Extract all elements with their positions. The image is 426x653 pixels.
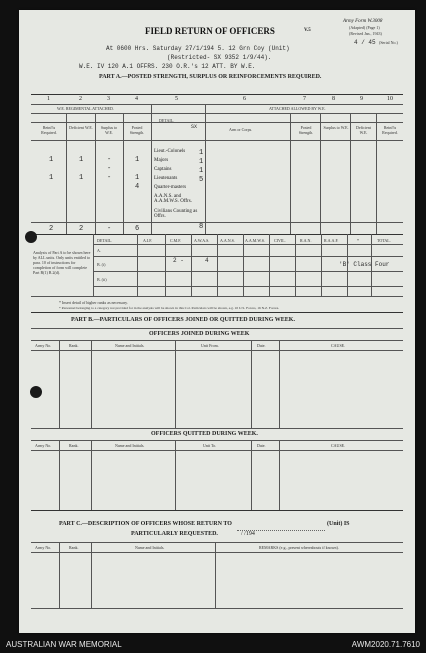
punch-hole-top (25, 231, 37, 243)
analysis-h-cmf: C.M.F. (170, 238, 182, 243)
analysis-row-bii: B. (ii) (97, 277, 107, 282)
att-group-label: ATTACHED ALLOWED BY W.E. (269, 106, 326, 111)
rank-civilians: Civilians Counting as Offrs. (154, 209, 198, 219)
joined-h-unit: Unit From. (201, 343, 219, 348)
part-c-title: PART C.—DESCRIPTION OF OFFICERS WHOSE RETURN TO (59, 521, 232, 527)
analysis-h-ran: R.A.N. (300, 238, 312, 243)
we-lieutenants: 5 (199, 176, 204, 184)
joined-title: OFFICERS JOINED DURING WEEK (149, 331, 250, 337)
part-c-unit-is: (Unit) IS (327, 521, 350, 527)
footer-institution: AUSTRALIAN WAR MEMORIAL (6, 640, 122, 649)
analysis-row-bi: B. (i) (97, 262, 106, 267)
quitted-h-cause: CAUSE. (331, 443, 346, 448)
rank-majors: Majors (154, 158, 169, 163)
col-num-3: 3 (107, 96, 110, 102)
form-sheet (19, 10, 415, 633)
col-num-2: 2 (79, 96, 82, 102)
header-reinf-right: Reinf'ts Required. (382, 125, 398, 135)
analysis-h-civil: CIVIL. (274, 238, 286, 243)
footer-accession: AWM2020.71.7610 (351, 640, 420, 649)
joined-h-date: Date. (257, 343, 266, 348)
army-form-number: Army Form W.3008 (343, 19, 383, 24)
header-arm-corps: Arm or Corps. (229, 127, 253, 132)
joined-h-cause: CAUSE. (331, 343, 346, 348)
analysis-h-aamws: A.A.M.W.S. (245, 238, 265, 243)
partc-h-rank: Rank. (69, 545, 79, 550)
posted-lt-col: 1 (135, 156, 140, 164)
footnote-1: * Insert detail of higher ranks as necessary. (59, 300, 128, 305)
partc-h-army-no: Army No. (35, 545, 52, 550)
we-line: W.E. IV 120 A.1 OFFRS. 230 O.R.'s 12 ATT. BY W.E. (79, 63, 256, 70)
quitted-h-name: Name and Initials. (115, 443, 145, 448)
partc-h-remarks: REMARKS (e.g., present whereabouts if known). (259, 545, 339, 550)
analysis-awas-mark: 4 (205, 257, 209, 264)
rank-aans: A.A.N.S. and A.A.M.W.S. Offrs. (154, 194, 192, 204)
part-b-title: PART B.—PARTICULARS OF OFFICERS JOINED OR QUITTED DURING WEEK. (71, 317, 295, 323)
col-num-6: 6 (243, 96, 246, 102)
quitted-h-unit: Unit To. (203, 443, 217, 448)
surplus-lt-col: - (107, 156, 112, 164)
deficient-captains: 1 (79, 174, 84, 182)
analysis-class-note: 'B' Class Four (339, 261, 390, 268)
analysis-row-a: A. (97, 248, 101, 253)
footnote-2: * Personnel belonging to a category not provided for in the analysis will be shown in this Col. Particulars will be shown, e.g. 10 U.S. Forces, 16 N.Z. Forces. (59, 306, 280, 310)
rank-lt-col: Lieut.-Colonels (154, 149, 186, 154)
part-c-date-blank: / /194 (241, 531, 255, 537)
header-posted-right: Posted Strength. (298, 125, 314, 135)
analysis-h-star: * (357, 238, 359, 243)
revised-note: (Revised Jan., 1943) (349, 31, 382, 36)
restricted-line: (Restricted- SX 9352 1/9/44). (167, 54, 272, 61)
surplus-captains: - (107, 174, 112, 182)
deficient-lt-col: 1 (79, 156, 84, 164)
rank-captains: Captains (154, 167, 172, 172)
rank-lieutenants: Lieutenants (154, 176, 178, 181)
at-hours-line: At 0600 Hrs. Saturday 27/1/194 5. 12 Grn Coy (Unit) (106, 45, 290, 52)
rank-quartermasters: Quarter-masters (154, 185, 187, 190)
part-c-requested: PARTICULARLY REQUESTED. (131, 531, 218, 537)
col-num-8: 8 (332, 96, 335, 102)
col-num-5: 5 (175, 96, 178, 102)
header-deficient-left: Deficient W.E. (69, 125, 93, 130)
col-num-10: 10 (387, 96, 393, 102)
we-lt-col: 1 (199, 149, 204, 157)
analysis-h-detail: DETAIL. (97, 238, 113, 243)
col-num-7: 7 (303, 96, 306, 102)
part-a-title: PART A.—POSTED STRENGTH, SURPLUS OR REINFORCEMENTS REQUIRED. (99, 74, 322, 80)
quitted-h-rank: Rank. (69, 443, 79, 448)
total-posted: 6 (135, 225, 140, 233)
punch-hole-bottom (30, 386, 42, 398)
joined-h-army-no: Army No. (35, 343, 52, 348)
col-num-9: 9 (360, 96, 363, 102)
serial-number: 4 / 45 (354, 39, 376, 46)
detail-sub: SX (191, 124, 198, 130)
we-captains: 1 (199, 167, 204, 175)
we-majors: 1 (199, 158, 204, 166)
header-surplus-left: Surplus to W.E. (100, 125, 118, 135)
joined-h-rank: Rank. (69, 343, 79, 348)
analysis-note: Analysis of Part A to be shown here by ALL units. Only units entitled to para. 10 of instructions for completion of form will complete Part B(1) B.2(d). (33, 250, 91, 275)
col-num-4: 4 (135, 96, 138, 102)
analysis-h-total: TOTAL. (377, 238, 391, 243)
quitted-title: OFFICERS QUITTED DURING WEEK. (151, 431, 258, 437)
header-surplus-right: Surplus to W.E. (323, 125, 349, 130)
analysis-h-aif: A.I.F. (143, 238, 153, 243)
header-reinf-left: Reinf'ts Required. (41, 125, 57, 135)
analysis-cmf-mark: 2 - (173, 257, 184, 264)
posted-captains: 1 (135, 174, 140, 182)
form-suffix: V.5 (304, 28, 311, 33)
analysis-h-aans: A.A.N.S. (220, 238, 235, 243)
analysis-h-awas: A.W.A.S. (194, 238, 210, 243)
col-num-1: 1 (47, 96, 50, 102)
header-deficient-right: Deficient W.E. (356, 125, 371, 135)
reinf-captains: 1 (49, 174, 54, 182)
we-group-label: W.E. REGIMENTAL ATTACHED. (57, 106, 114, 111)
total-reinf: 2 (49, 225, 54, 233)
total-deficient: 2 (79, 225, 84, 233)
analysis-h-raaf: R.A.A.F. (324, 238, 339, 243)
adapted-note: (Adapted) (Page 1) (349, 25, 380, 30)
posted-lieutenants: 4 (135, 183, 140, 191)
serial-label: (Serial No.) (379, 40, 398, 45)
quitted-h-army-no: Army No. (35, 443, 52, 448)
joined-h-name: Name and Initials. (115, 343, 145, 348)
total-we: 8 (199, 223, 204, 231)
quitted-h-date: Date. (257, 443, 266, 448)
form-title: FIELD RETURN OF OFFICERS (145, 26, 275, 36)
header-posted-left: Posted Strength. (129, 125, 145, 135)
reinf-lt-col: 1 (49, 156, 54, 164)
partc-h-name: Name and Initials. (135, 545, 165, 550)
detail-header: DETAIL. (159, 118, 175, 123)
total-surplus: - (107, 225, 112, 233)
surplus-majors: - (107, 165, 112, 173)
